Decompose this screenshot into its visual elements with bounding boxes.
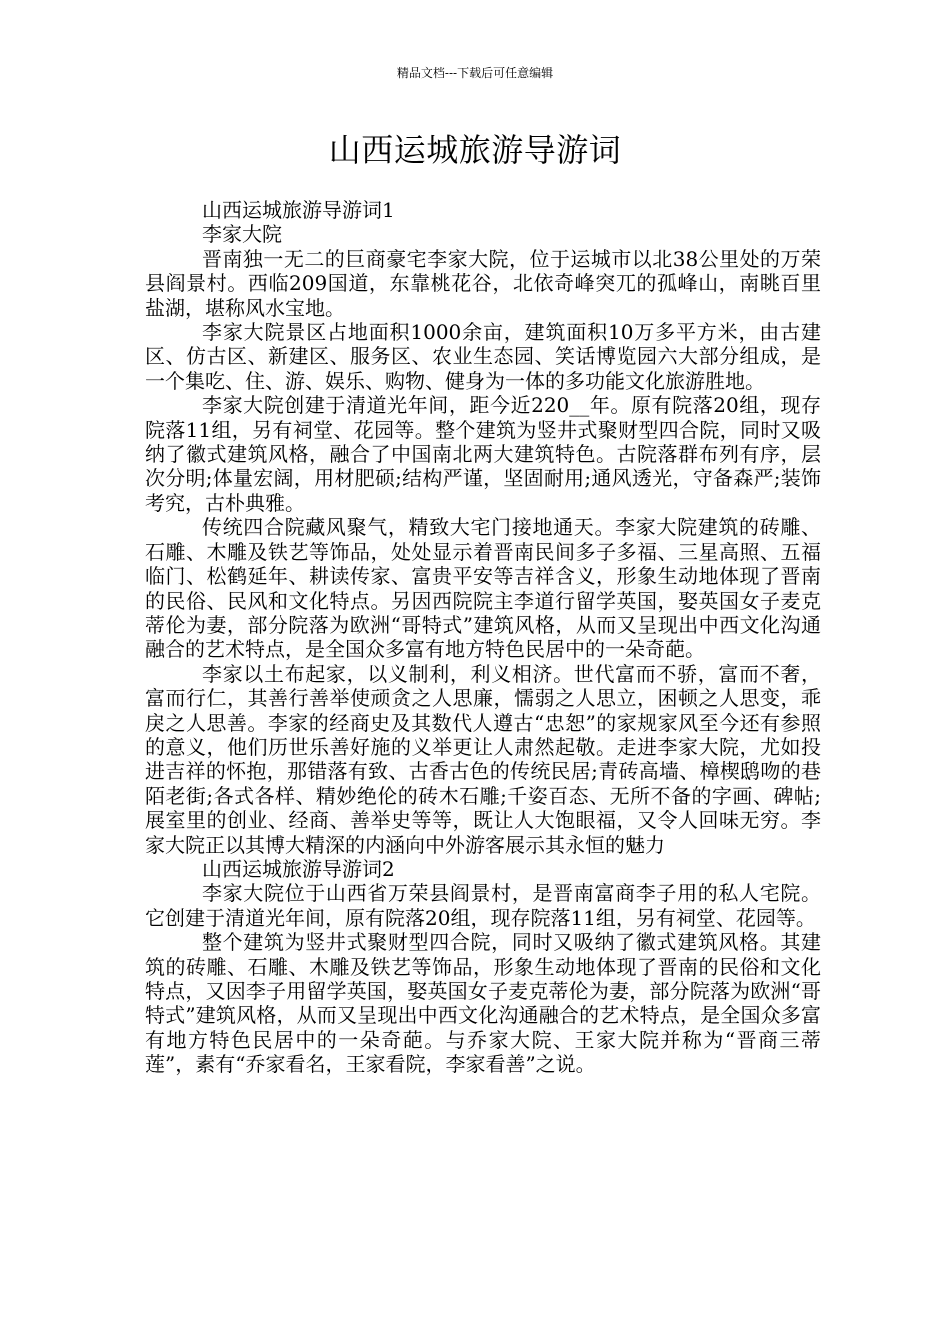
paragraph: 李家以土布起家，以义制利，利义相济。世代富而不骄，富而不奢，富而行仁，其善行善举使顽贪之人思廉，懦弱之人思立，困顿之人思变，乖戾之人思善。李家的经商史及其数代人遵古“忠恕”的家规家风至今还有参照的意义，他们历世乐善好施的义举更让人肃然起敬。走进李家大院，尤如投进吉祥的怀抱，那错落有致、古香古色的传统民居;青砖高墙、樟楔鸱吻的巷陌老街;各式各样、精妙绝伦的砖木石雕;千姿百态、无所不备的字画、碑帖;展室里的创业、经商、善举史等等，既让人大饱眼福，又令人回味无穷。李家大院正以其博大精深的内涵向中外游客展示其永恒的魅力 (145, 661, 821, 857)
paragraph: 传统四合院藏风聚气，精致大宅门接地通天。李家大院建筑的砖雕、石雕、木雕及铁艺等饰品，处处显示着晋南民间多子多福、三星高照、五福临门、松鹤延年、耕读传家、富贵平安等吉祥含义，形象生动地体现了晋南的民俗、民风和文化特点。另因西院院主李道行留学英国，娶英国女子麦克蒂伦为妻，部分院落为欧洲“哥特式”建筑风格，从而又呈现出中西文化沟通融合的艺术特点，是全国众多富有地方特色民居中的一朵奇葩。 (145, 515, 821, 662)
paragraph: 李家大院景区占地面积1000余亩，建筑面积10万多平方米，由古建区、仿古区、新建区、服务区、农业生态园、笑话博览园六大部分组成，是一个集吃、住、游、娱乐、购物、健身为一体的多功能文化旅游胜地。 (145, 320, 821, 393)
paragraph: 李家大院位于山西省万荣县阎景村，是晋南富商李子用的私人宅院。它创建于清道光年间，原有院落20组，现存院落11组，另有祠堂、花园等。 (145, 881, 821, 930)
section-heading-2: 山西运城旅游导游词2 (202, 856, 395, 881)
header-note: 精品文档---下载后可任意编辑 (396, 66, 554, 80)
document-title: 山西运城旅游导游词 (328, 131, 622, 169)
paragraph: 整个建筑为竖井式聚财型四合院，同时又吸纳了徽式建筑风格。其建筑的砖雕、石雕、木雕及铁艺等饰品，形象生动地体现了晋南的民俗和文化特点，又因李子用留学英国，娶英国女子麦克蒂伦为妻，部分院落为欧洲“哥特式”建筑风格，从而又呈现出中西文化沟通融合的艺术特点，是全国众多富有地方特色民居中的一朵奇葩。与乔家大院、王家大院并称为“晋商三蒂莲”，素有“乔家看名，王家看院，李家看善”之说。 (145, 930, 821, 1077)
document-body (145, 198, 821, 1077)
paragraph: 晋南独一无二的巨商豪宅李家大院，位于运城市以北38公里处的万荣县阎景村。西临209国道，东靠桃花谷，北依奇峰突兀的孤峰山，南眺百里盐湖，堪称风水宝地。 (145, 246, 821, 320)
section-heading-1: 山西运城旅游导游词1 (202, 198, 395, 222)
subheading-li-family-compound: 李家大院 (202, 222, 282, 247)
paragraph: 李家大院创建于清道光年间，距今近220__年。原有院落20组，现存院落11组，另有祠堂、花园等。整个建筑为竖井式聚财型四合院，同时又吸纳了徽式建筑风格，融合了中国南北两大建筑特色。古院落群布列有序，层次分明;体量宏阔，用材肥硕;结构严谨，坚固耐用;通风透光，守备森严;装饰考究，古朴典雅。 (145, 393, 821, 515)
